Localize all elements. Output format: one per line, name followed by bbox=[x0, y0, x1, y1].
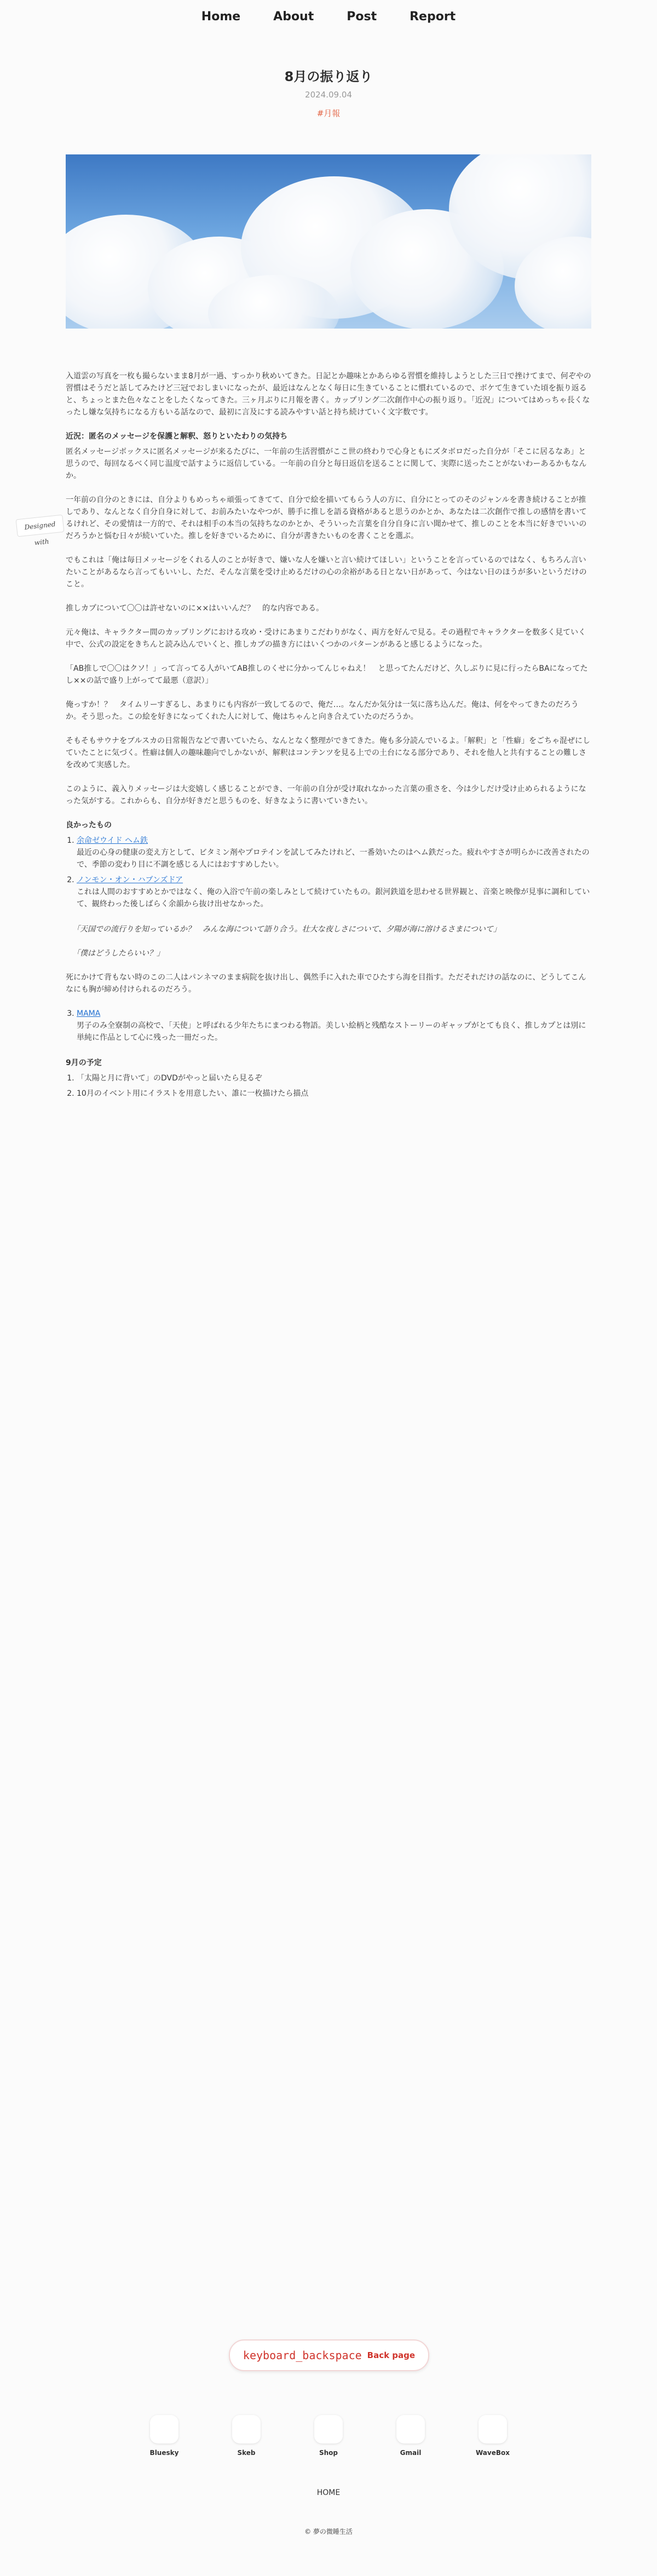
social-label: Skeb bbox=[237, 2449, 256, 2457]
backspace-icon: keyboard_backspace bbox=[243, 2349, 362, 2362]
paragraph: 推しカプについて〇〇は許せないのに××はいいんだ？ 的な内容である。 bbox=[66, 604, 324, 613]
bluesky-icon[interactable] bbox=[150, 2415, 178, 2443]
paragraph: 匿名メッセージボックスに匿名メッセージが来るたびに、一年前の生活習慣がここ世の終わりで心身ともにズタボロだった自分が「そこに居るなあ」と思うので、毎回なるべく同じ温度で話すように返信している。一年前の自分と毎日返信を送ることに関して、実際に送ったことがないわーあるかもなんか。 bbox=[66, 447, 587, 480]
nav-home[interactable]: Home bbox=[201, 10, 241, 24]
social-gmail[interactable] bbox=[391, 2415, 430, 2457]
list-item-link[interactable]: 余命ゼウイド ヘム鉄 bbox=[77, 836, 148, 845]
top-nav bbox=[0, 10, 657, 24]
quote: 「天国での流行りを知っているか？ みんな海について語り合う。壮大な夜しさについて、夕陽が海に溶けるさまについて」 bbox=[72, 925, 501, 934]
post-title: 8月の振り返り bbox=[284, 69, 373, 84]
shop-icon[interactable] bbox=[314, 2415, 343, 2443]
skeb-icon[interactable] bbox=[232, 2415, 261, 2443]
designed-with-badge[interactable]: Designed with bbox=[16, 515, 65, 537]
quote: 「僕はどうしたらいい？」 bbox=[72, 949, 164, 958]
social-wavebox[interactable] bbox=[474, 2415, 512, 2457]
list-item-text: 男子のみ全寮制の高校で、「天使」と呼ばれる少年たちにまつわる物語。美しい絵柄と残酷なストーリーのギャップがとても良く、推しカプとは別に単純に作品として心に残った一冊だった。 bbox=[77, 1021, 586, 1042]
paragraph: 入道雲の写真を一枚も撮らないまま8月が一過、すっかり秋めいてきた。日記とか趣味とかあらゆる習慣を維持しようとした三日で挫けてまで、何ぞやの習慣はそうだと話してみたけど三冠でおしまいになったが、最近はなんとなく毎日に生きていることに慣れているので、ボケて生きていた頃を振り返ると、ちょっとまた色々なことをしたくなってきた。三ヶ月ぶりに月報を書く。カップリング二次創作中心の振り返り。「近況」についてはめっちゃ長くなったし嫌な気持ちになる方もいる話なので、最初に言及にする読みやすい話と持ち続けていく文字数です。 bbox=[66, 372, 591, 417]
paragraph: このように、義入りメッセージは大変嬉しく感じることができ、一年前の自分が受け取れなかった言葉の重さを、今は少しだけ受け止められるようになった気がする。これからも、自分が好きだと思うものを、好きなように書いていきたい。 bbox=[66, 785, 586, 806]
list-item-link[interactable]: MAMA bbox=[77, 1009, 101, 1018]
social-label: WaveBox bbox=[476, 2449, 510, 2457]
nav-report[interactable]: Report bbox=[410, 10, 456, 24]
section-heading: 9月の予定 bbox=[66, 1059, 102, 1067]
paragraph: 「AB推しで〇〇はクソ！」って言ってる人がいてAB推しのくせに分かってんじゃねえ！ と思ってたんだけど、久しぶりに見に行ったらBAになってたし××の話で盛り上がってて最悪（意訳）」 bbox=[66, 664, 588, 685]
list-item bbox=[77, 1008, 591, 1044]
home-link[interactable]: HOME bbox=[316, 2488, 341, 2497]
back-page-button[interactable] bbox=[229, 2339, 429, 2371]
list-item bbox=[77, 874, 591, 910]
social-skeb[interactable] bbox=[227, 2415, 266, 2457]
list-item: 2. 10月のイベント用にイラストを用意したい、誰に一枚描けたら描点 bbox=[77, 1088, 591, 1100]
social-label: Shop bbox=[319, 2449, 338, 2457]
wavebox-icon[interactable] bbox=[479, 2415, 507, 2443]
social-label: Bluesky bbox=[149, 2449, 179, 2457]
back-page-label: Back page bbox=[367, 2350, 416, 2360]
social-bluesky[interactable] bbox=[145, 2415, 183, 2457]
post-date: 2024.09.04 bbox=[305, 90, 352, 100]
section-heading: 近況：匿名のメッセージを保護と解釈、怒りといたわりの気持ち bbox=[66, 432, 288, 441]
post-tag[interactable]: #月報 bbox=[316, 108, 341, 118]
social-shop[interactable] bbox=[309, 2415, 348, 2457]
list-item-text: 最近の心身の健康の変え方として、ビタミン剤やプロテインを試してみたけれど、一番効いたのはヘム鉄だった。疲れやすさが明らかに改善されたので、季節の変わり目に不調を感じる人にはおすすめしたい。 bbox=[77, 848, 590, 869]
paragraph: 死にかけて背もない時のこの二人はパンネマのまま病院を抜け出し、偶然手に入れた車でひたすら海を目指す。ただそれだけの話なのに、どうしてこんなにも胸が締め付けられるのだろう。 bbox=[66, 973, 586, 994]
article-body bbox=[66, 370, 591, 1113]
paragraph: 元々俺は、キャラクター間のカップリングにおける攻め・受けにあまりこだわりがなく、両方を好んで見る。その過程でキャラクターを数多く見ていく中で、公式の設定をきちんと読み込んでいくと、推しカプの描き方にはいくつかのパターンがあると感じるようになった。 bbox=[66, 628, 586, 649]
nav-about[interactable]: About bbox=[273, 10, 314, 24]
nav-post[interactable]: Post bbox=[347, 10, 377, 24]
social-links bbox=[0, 2415, 657, 2457]
social-label: Gmail bbox=[400, 2449, 422, 2457]
list-item-text: これは人間のおすすめとかではなく、俺の入浴で午前の楽しみとして続けていたもの。銀河鉄道を思わせる世界観と、音楽と映像が見事に調和していて、観終わった後しばらく余韻から抜け出せなかった。 bbox=[77, 888, 590, 909]
favorites-list-cont bbox=[66, 1008, 591, 1044]
list-item: 1. 「太陽と月に背いて」のDVDがやっと届いたら見るぞ bbox=[77, 1072, 591, 1084]
hero-cloud-image bbox=[66, 154, 591, 329]
plans-list bbox=[66, 1072, 591, 1100]
footer-copyright: © 夢の微睡生活 bbox=[304, 2528, 353, 2535]
gmail-icon[interactable] bbox=[396, 2415, 425, 2443]
section-heading: 良かったもの bbox=[66, 821, 112, 830]
paragraph: 俺っすか！？ タイムリーすぎるし、あまりにも内容が一致してるので、俺だ…。なんだか気分は一気に落ち込んだ。俺は、何をやってきたのだろうか。そう思った。この絵を好きになってくれた人に対して、俺はちゃんと向き合えていたのだろうか。 bbox=[66, 700, 579, 721]
list-item bbox=[77, 835, 591, 871]
paragraph: でもこれは「俺は毎日メッセージをくれる人のことが好きで、嫌いな人を嫌いと言い続けてほしい」ということを言っているのではなく、もちろん言いたいことがあるなら言ってもいいし、ただ、そんな言葉を受け止めるだけの心の余裕がある日とない日があって、今はない日のほうが多いというだけのこと。 bbox=[66, 556, 587, 589]
favorites-list bbox=[66, 835, 591, 910]
list-item-link[interactable]: ノンモン・オン・ハブンズドア bbox=[77, 876, 183, 884]
paragraph: 一年前の自分のときには、自分よりもめっちゃ頑張ってきてて、自分で絵を描いてもらう人の方に、自分にとってのそのジャンルを書き続けることが推しであり、なんとなく自分自身に対して、お前みたいなやつが、勝手に推しを語る資格があると思うのかとか、あなたは二次創作で推しの感情を書いてるけれど、その愛情は一方的で、それは相手の本当の気持ちなのかとか、そういった言葉を自分自身に言い聞かせて、推しのことを本当に好きでいいのだろうかと悩む日々が続いていた。推しを好きでいるために、自分が書きたいものを書くことを選ぶ。 bbox=[66, 496, 587, 540]
paragraph: そもそもサウナをブルスカの日常報告などで書いていたら、なんとなく整理ができてきた。俺も多分読んでいるよ。「解釈」と「性癖」をごちゃ混ぜにしていたことに気づく。性癖は個人の趣味趣向でしかないが、解釈はコンテンツを見る上での土台になる部分であり、それを他人と共有することの難しさを改めて実感した。 bbox=[66, 737, 591, 769]
